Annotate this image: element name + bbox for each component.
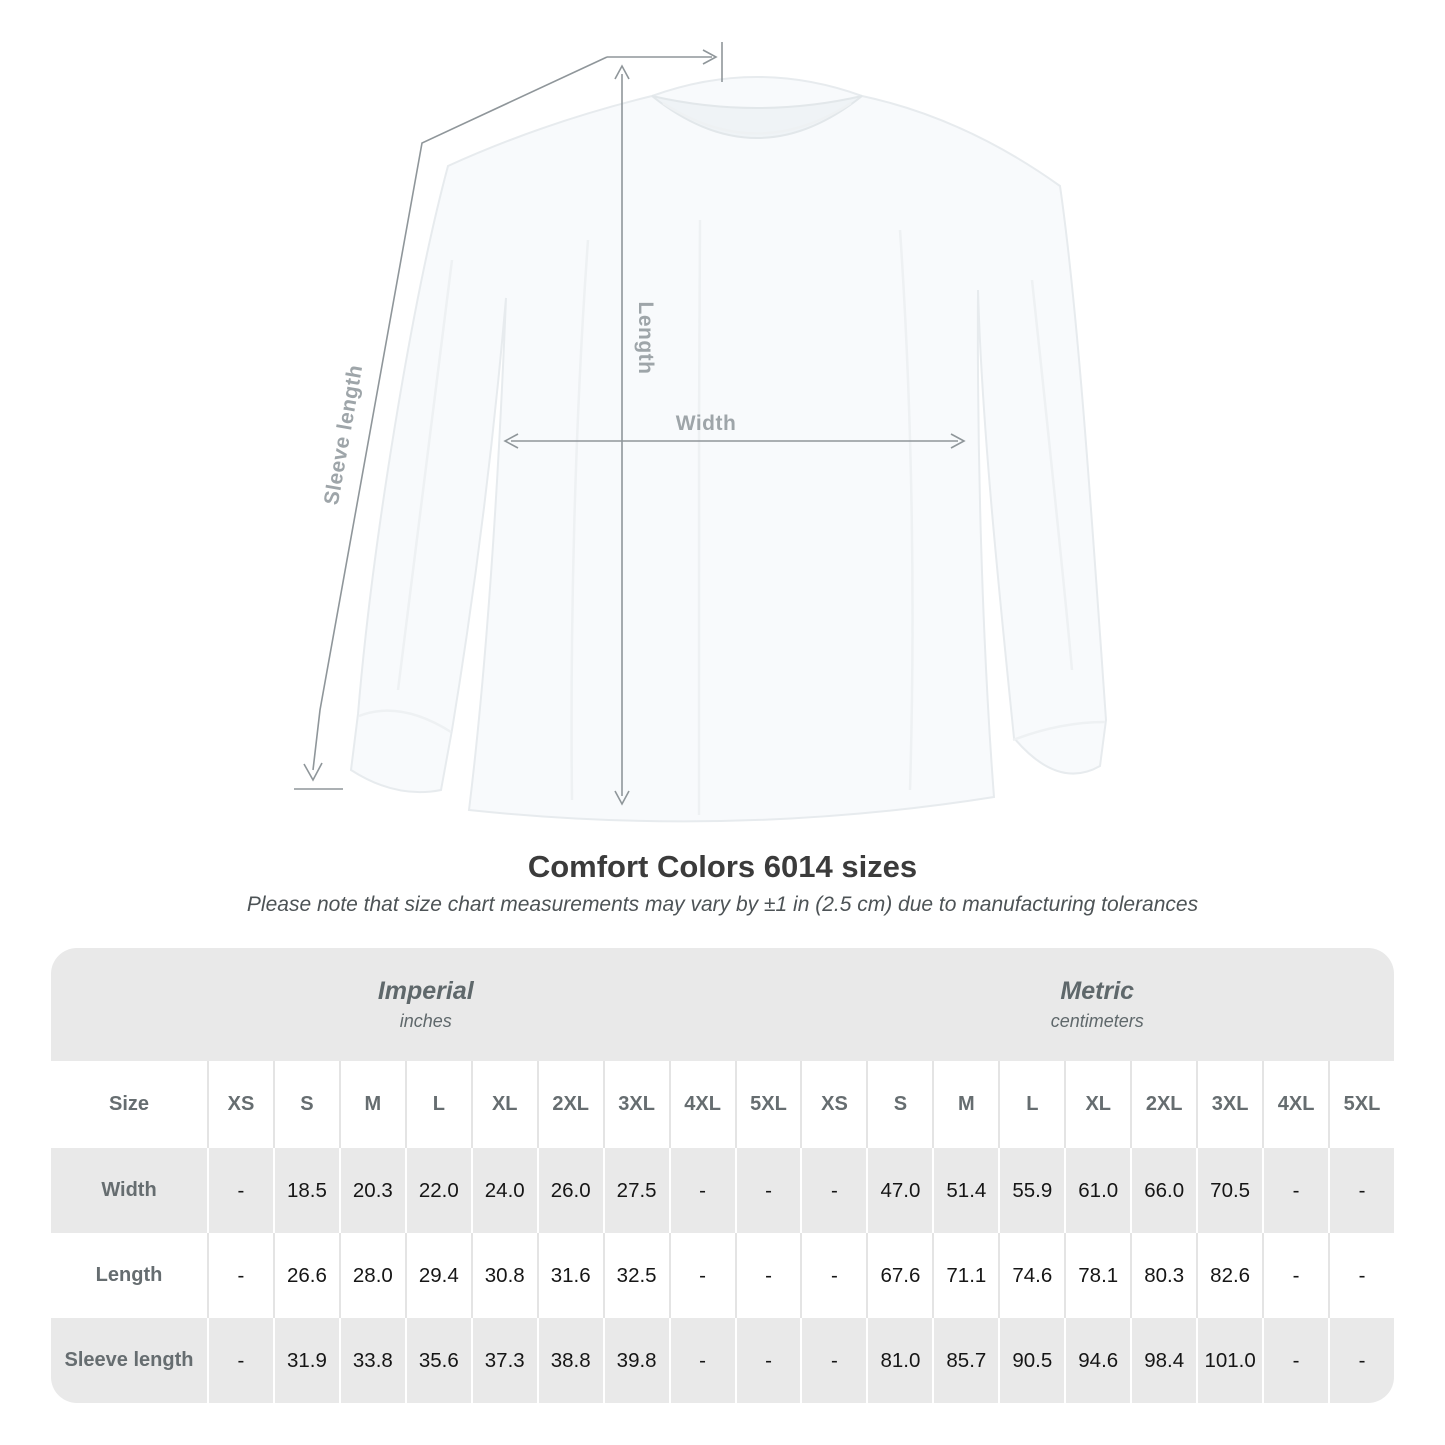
shoulder-reference-arrow — [607, 42, 722, 82]
value-cell: - — [669, 1318, 735, 1403]
value-cell: 70.5 — [1196, 1148, 1262, 1233]
size-col-header: 2XL — [537, 1061, 603, 1148]
value-cell: 31.9 — [273, 1318, 339, 1403]
length-row — [51, 1233, 1394, 1318]
value-cell: 28.0 — [339, 1233, 405, 1318]
value-cell: 27.5 — [603, 1148, 669, 1233]
value-cell: 55.9 — [998, 1148, 1064, 1233]
value-cell: 35.6 — [405, 1318, 471, 1403]
value-cell: 82.6 — [1196, 1233, 1262, 1318]
value-cell: 30.8 — [471, 1233, 537, 1318]
value-cell: 18.5 — [273, 1148, 339, 1233]
page-title: Comfort Colors 6014 sizes — [527, 849, 918, 884]
value-cell: - — [1262, 1233, 1328, 1318]
sleeve-length-label: Sleeve length — [319, 363, 368, 507]
value-cell: - — [800, 1318, 866, 1403]
value-cell: - — [1328, 1318, 1394, 1403]
imperial-title: Imperial — [377, 977, 474, 1005]
value-cell: - — [735, 1148, 801, 1233]
size-col-header: 3XL — [603, 1061, 669, 1148]
metric-unit: centimeters — [1050, 1011, 1144, 1031]
imperial-section-header — [51, 948, 801, 1061]
row-label: Width — [101, 1179, 157, 1201]
sleeve-length-row — [51, 1318, 1394, 1403]
value-cell: - — [800, 1233, 866, 1318]
value-cell: - — [800, 1148, 866, 1233]
value-cell: 26.6 — [273, 1233, 339, 1318]
value-cell: - — [1328, 1233, 1394, 1318]
value-cell: - — [1262, 1148, 1328, 1233]
size-col-header: S — [866, 1061, 932, 1148]
value-cell: - — [735, 1318, 801, 1403]
unit-band-row — [51, 948, 1394, 1061]
value-cell: - — [1328, 1148, 1394, 1233]
size-col-header: 3XL — [1196, 1061, 1262, 1148]
value-cell: 101.0 — [1196, 1318, 1262, 1403]
value-cell: 20.3 — [339, 1148, 405, 1233]
size-col-header: XL — [471, 1061, 537, 1148]
size-col-header: XL — [1064, 1061, 1130, 1148]
shirt-body — [351, 77, 1106, 821]
size-col-header: 2XL — [1130, 1061, 1196, 1148]
metric-title: Metric — [1060, 977, 1135, 1005]
row-label: Sleeve length — [64, 1349, 194, 1371]
size-col-header: 5XL — [1328, 1061, 1394, 1148]
value-cell: 32.5 — [603, 1233, 669, 1318]
value-cell: 94.6 — [1064, 1318, 1130, 1403]
value-cell: - — [669, 1233, 735, 1318]
size-col-header: L — [998, 1061, 1064, 1148]
size-corner-header: Size — [108, 1093, 150, 1115]
size-col-header: XS — [207, 1061, 273, 1148]
size-col-header: XS — [800, 1061, 866, 1148]
size-col-header: 5XL — [735, 1061, 801, 1148]
size-col-header: L — [405, 1061, 471, 1148]
value-cell: 39.8 — [603, 1318, 669, 1403]
value-cell: - — [207, 1233, 273, 1318]
value-cell: 31.6 — [537, 1233, 603, 1318]
size-col-header: M — [932, 1061, 998, 1148]
value-cell: 67.6 — [866, 1233, 932, 1318]
row-label: Length — [95, 1264, 163, 1286]
size-table — [51, 948, 1394, 1403]
value-cell: 29.4 — [405, 1233, 471, 1318]
value-cell: 38.8 — [537, 1318, 603, 1403]
value-cell: 24.0 — [471, 1148, 537, 1233]
value-cell: 78.1 — [1064, 1233, 1130, 1318]
size-col-header: 4XL — [1262, 1061, 1328, 1148]
size-header-row — [51, 1061, 1394, 1148]
value-cell: - — [207, 1148, 273, 1233]
value-cell: 66.0 — [1130, 1148, 1196, 1233]
value-cell: 74.6 — [998, 1233, 1064, 1318]
metric-section-header — [801, 948, 1395, 1061]
value-cell: 61.0 — [1064, 1148, 1130, 1233]
value-cell: - — [207, 1318, 273, 1403]
shirt-illustration — [351, 77, 1106, 821]
imperial-unit: inches — [399, 1011, 452, 1031]
value-cell: - — [735, 1233, 801, 1318]
size-col-header: S — [273, 1061, 339, 1148]
size-col-header: M — [339, 1061, 405, 1148]
value-cell: - — [1262, 1318, 1328, 1403]
size-col-header: 4XL — [669, 1061, 735, 1148]
width-label: Width — [675, 412, 737, 435]
value-cell: 22.0 — [405, 1148, 471, 1233]
value-cell: 71.1 — [932, 1233, 998, 1318]
length-label: Length — [634, 301, 657, 375]
value-cell: - — [669, 1148, 735, 1233]
width-row — [51, 1148, 1394, 1233]
value-cell: 81.0 — [866, 1318, 932, 1403]
tolerance-note: Please note that size chart measurements may vary by ±1 in (2.5 cm) due to manufacturing tolerances — [246, 893, 1199, 916]
value-cell: 98.4 — [1130, 1318, 1196, 1403]
value-cell: 47.0 — [866, 1148, 932, 1233]
value-cell: 80.3 — [1130, 1233, 1196, 1318]
value-cell: 90.5 — [998, 1318, 1064, 1403]
value-cell: 37.3 — [471, 1318, 537, 1403]
value-cell: 26.0 — [537, 1148, 603, 1233]
value-cell: 33.8 — [339, 1318, 405, 1403]
value-cell: 85.7 — [932, 1318, 998, 1403]
value-cell: 51.4 — [932, 1148, 998, 1233]
